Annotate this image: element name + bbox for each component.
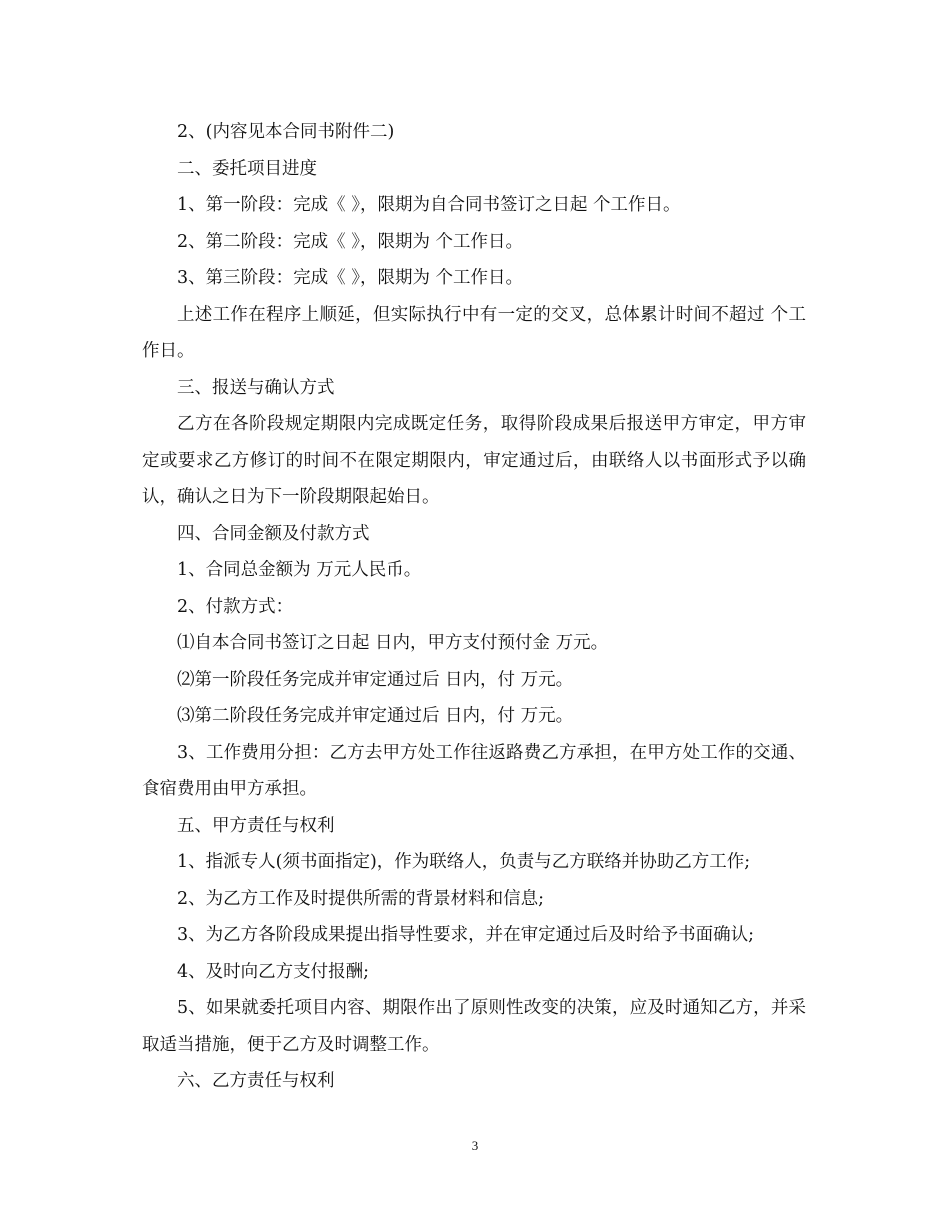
paragraph: 4、及时向乙方支付报酬; xyxy=(177,961,370,982)
paragraph: 上述工作在程序上顺延，但实际执行中有一定的交叉，总体累计时间不超过 个工作日。 xyxy=(142,304,806,361)
paragraph: 5、如果就委托项目内容、期限作出了原则性改变的决策，应及时通知乙方，并采取适当措施，便于乙方及时调整工作。 xyxy=(142,998,806,1055)
paragraph: 1、指派专人(须书面指定)，作为联络人，负责与乙方联络并协助乙方工作; xyxy=(177,852,751,872)
section-heading: 二、委托项目进度 xyxy=(177,158,317,179)
paragraph: ⑵第一阶段任务完成并审定通过后 日内，付 万元。 xyxy=(177,669,574,690)
section-heading: 五、甲方责任与权利 xyxy=(177,815,335,836)
paragraph: 2、付款方式： xyxy=(177,596,294,617)
paragraph: 3、为乙方各阶段成果提出指导性要求，并在审定通过后及时给予书面确认; xyxy=(177,925,755,945)
page-number: 3 xyxy=(471,1138,479,1153)
paragraph: 3、工作费用分担：乙方去甲方处工作往返路费乙方承担，在甲方处工作的交通、食宿费用由甲方承担。 xyxy=(142,742,806,799)
paragraph: 3、第三阶段：完成《 》，限期为 个工作日。 xyxy=(177,268,524,288)
section-heading: 四、合同金额及付款方式 xyxy=(177,523,370,544)
document-body xyxy=(142,114,806,1100)
paragraph: ⑴自本合同书签订之日起 日内，甲方支付预付金 万元。 xyxy=(177,633,609,653)
section-heading: 三、报送与确认方式 xyxy=(177,377,335,398)
paragraph: 1、第一阶段：完成《 》，限期为自合同书签订之日起 个工作日。 xyxy=(177,195,681,215)
paragraph: 1、合同总金额为 万元人民币。 xyxy=(177,560,422,580)
paragraph: 2、第二阶段：完成《 》，限期为 个工作日。 xyxy=(177,231,524,252)
section-heading: 六、乙方责任与权利 xyxy=(177,1071,335,1091)
paragraph: 2、(内容见本合同书附件二) xyxy=(177,122,395,142)
paragraph: 乙方在各阶段规定期限内完成既定任务，取得阶段成果后报送甲方审定，甲方审定或要求乙方修订的时间不在限定期限内，审定通过后，由联络人以书面形式予以确认，确认之日为下一阶段期限起始日。 xyxy=(142,414,806,507)
paragraph: 2、为乙方工作及时提供所需的背景材料和信息; xyxy=(177,888,545,909)
paragraph: ⑶第二阶段任务完成并审定通过后 日内，付 万元。 xyxy=(177,706,574,726)
